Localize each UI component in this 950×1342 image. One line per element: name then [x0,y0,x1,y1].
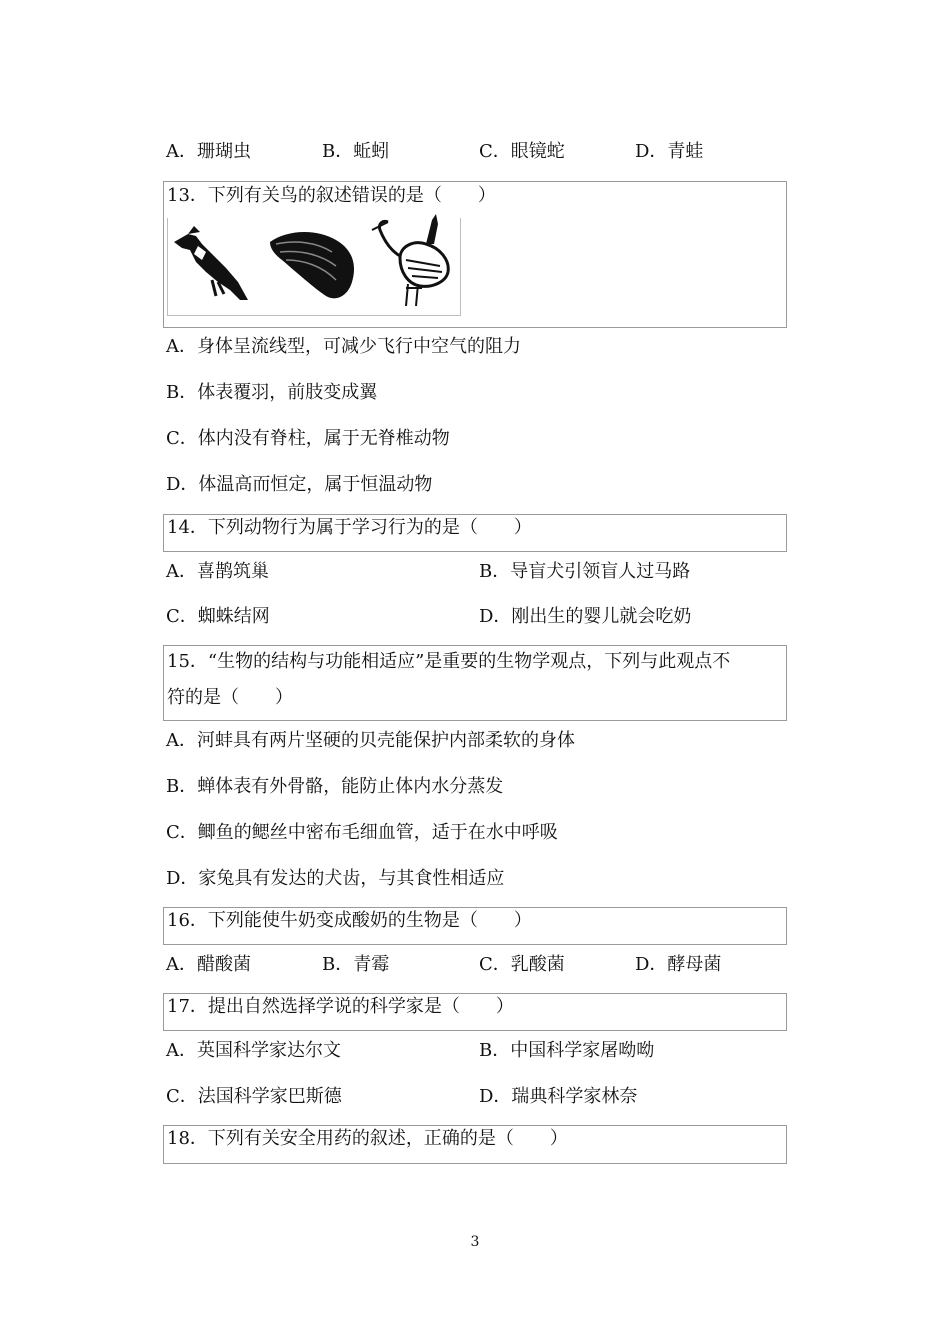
q16-option-a: A．醋酸菌 [166,954,251,975]
q15-option-d: D．家兔具有发达的犬齿，与其食性相适应 [166,868,505,889]
q12-option-d: D．青蛙 [635,141,704,162]
q13-option-c: C．体内没有脊柱，属于无脊椎动物 [166,428,450,449]
q13-stem-box [163,181,787,328]
wing-icon [266,222,362,312]
q16-stem-box [163,907,787,945]
q17-stem-box [163,993,787,1031]
q15-option-c: C．鲫鱼的鳃丝中密布毛细血管，适于在水中呼吸 [166,822,558,843]
q17-stem: 17．提出自然选择学说的科学家是（ ） [167,996,514,1017]
q14-option-d: D．刚出生的婴儿就会吃奶 [479,606,692,627]
bird-figure [167,218,461,316]
q12-option-b: B．蚯蚓 [322,141,390,162]
q17-option-c: C．法国科学家巴斯德 [166,1086,342,1107]
q18-stem: 18．下列有关安全用药的叙述，正确的是（ ） [167,1128,568,1149]
q13-option-b: B．体表覆羽，前肢变成翼 [166,382,378,403]
q16-option-c: C．乳酸菌 [479,954,565,975]
q14-option-c: C．蜘蛛结网 [166,606,270,627]
q15-stem-line1: 15．“生物的结构与功能相适应”是重要的生物学观点，下列与此观点不 [167,651,731,672]
q13-option-d: D．体温高而恒定，属于恒温动物 [166,474,433,495]
page-number: 3 [470,1234,480,1250]
q15-option-b: B．蝉体表有外骨骼，能防止体内水分蒸发 [166,776,504,797]
q13-stem: 13．下列有关鸟的叙述错误的是（ ） [167,185,496,206]
bird-skeleton-icon [366,210,462,306]
q15-stem-line2: 符的是（ ） [167,687,293,708]
q16-option-b: B．青霉 [322,954,390,975]
q17-option-a: A．英国科学家达尔文 [166,1040,341,1061]
q13-option-a: A．身体呈流线型，可减少飞行中空气的阻力 [166,336,521,357]
q12-option-c: C．眼镜蛇 [479,141,565,162]
woodpecker-icon [168,220,258,310]
q12-option-a: A．珊瑚虫 [166,141,251,162]
q14-stem: 14．下列动物行为属于学习行为的是（ ） [167,517,532,538]
q15-stem-box [163,645,787,721]
q14-option-b: B．导盲犬引领盲人过马路 [479,561,691,582]
q15-option-a: A．河蚌具有两片坚硬的贝壳能保护内部柔软的身体 [166,730,575,751]
q18-stem-box [163,1125,787,1164]
q16-option-d: D．酵母菌 [635,954,722,975]
q14-stem-box [163,514,787,552]
q14-option-a: A．喜鹊筑巢 [166,561,269,582]
q17-option-b: B．中国科学家屠呦呦 [479,1040,655,1061]
q16-stem: 16．下列能使牛奶变成酸奶的生物是（ ） [167,910,532,931]
q17-option-d: D．瑞典科学家林奈 [479,1086,638,1107]
